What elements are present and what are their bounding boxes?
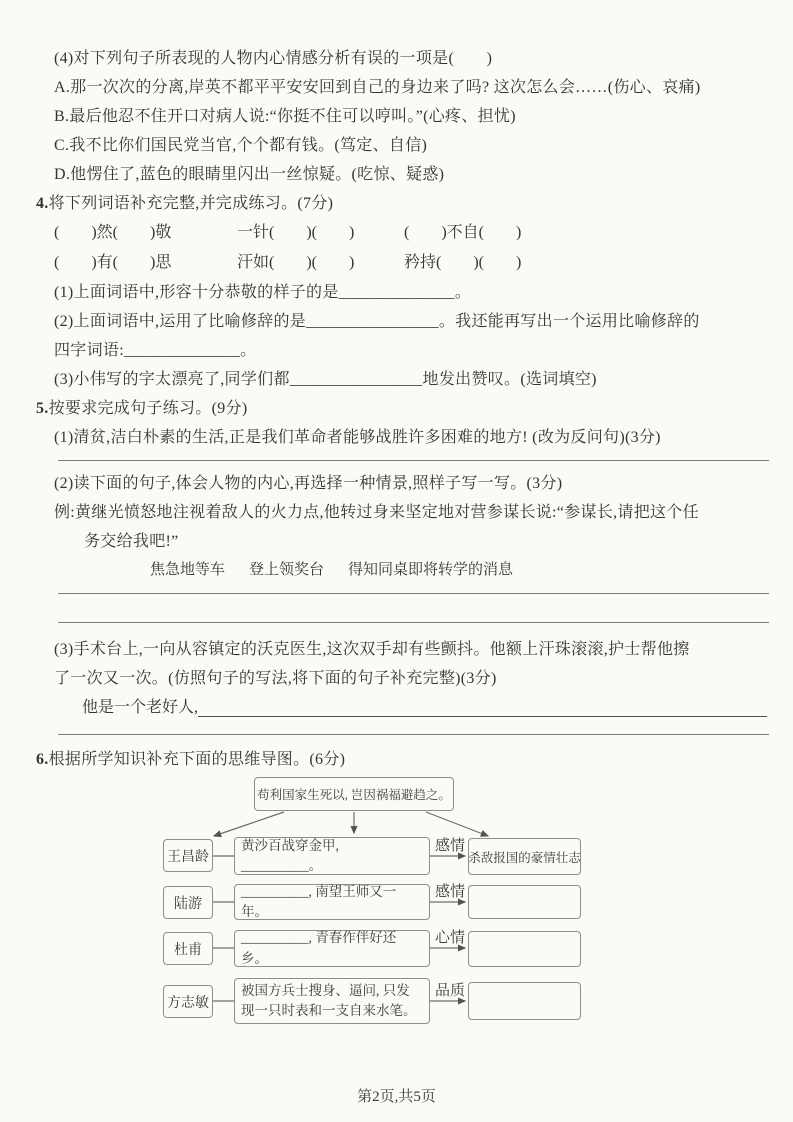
q3-sub4-option-a: A.那一次次的分离,岸英不都平平安安回到自己的身边来了吗? 这次怎么会……(伤心、哀痛)	[54, 79, 701, 96]
q6-mindmap	[36, 775, 793, 1027]
q5-sub3-line2: 了一次又一次。(仿照句子的写法,将下面的句子补充完整)(3分)	[54, 670, 497, 687]
mindmap-quote-box: 苟利国家生死以, 岂因祸福避趋之。	[254, 777, 454, 811]
q5-sub2: (2)读下面的句子,体会人物的内心,再选择一种情景,照样子写一写。(3分)	[54, 475, 563, 492]
q5-sub1: (1)清贫,洁白朴素的生活,正是我们革命者能够战胜许多困难的地方! (改为反问句)(3分)	[54, 429, 661, 446]
q4-sub1: (1)上面词语中,形容十分恭敬的样子的是______________。	[54, 284, 472, 301]
author-box: 杜甫	[163, 932, 213, 965]
author-box: 陆游	[163, 886, 213, 919]
q5-example-line1: 例:黄继光愤怒地注视着敌人的火力点,他转过身来坚定地对营参谋长说:“参谋长,请把这个任	[54, 504, 699, 521]
q4-sub2-line1: (2)上面词语中,运用了比喻修辞的是________________。我还能再写出一个运用比喻修辞的	[54, 313, 700, 330]
author-box: 王昌龄	[163, 839, 213, 872]
q6-number: 6.	[36, 751, 49, 768]
page-number-footer: 第2页,共5页	[357, 1089, 436, 1105]
q3-sub4-option-b: B.最后他忍不住开口对病人说:“你挺不住可以哼叫。”(心疼、担忧)	[54, 108, 516, 125]
verse-box: __________, 青春作伴好还乡。	[234, 930, 430, 967]
relation-label: 品质	[434, 983, 465, 999]
author-box: 方志敏	[163, 985, 213, 1018]
answer-line	[58, 734, 769, 735]
q5-title	[36, 394, 769, 423]
word-blank-item: ( )不自( )	[404, 224, 522, 241]
result-box	[468, 931, 581, 967]
q4-word-grid	[36, 218, 769, 278]
q5-number: 5.	[36, 400, 49, 417]
q3-sub4-option-c: C.我不比你们国民党当官,个个都有钱。(笃定、自信)	[54, 137, 428, 154]
answer-line	[58, 593, 769, 594]
word-blank-item: 一针( )( )	[237, 224, 355, 241]
q6-title	[36, 745, 769, 774]
q6-title-text: 根据所学知识补充下面的思维导图。(6分)	[48, 751, 346, 768]
verse-box: 被国方兵士搜身、逼问, 只发现一只时表和一支自来水笔。	[234, 978, 430, 1024]
answer-line	[58, 460, 769, 461]
q4-number: 4.	[36, 195, 49, 212]
q4-sub2-line2: 四字词语:______________。	[54, 342, 257, 359]
word-blank-item: 矜持( )( )	[404, 254, 522, 271]
relation-label: 感情	[434, 884, 465, 900]
scenario-option: 得知同桌即将转学的消息	[348, 562, 514, 578]
q3-sub4-question: (4)对下列句子所表现的人物内心情感分析有误的一项是( )	[54, 50, 493, 67]
result-box	[468, 982, 581, 1020]
q4-title	[36, 189, 769, 218]
word-blank-item: ( )有( )思	[54, 254, 172, 271]
q3-sub4-option-d: D.他愣住了,蓝色的眼睛里闪出一丝惊疑。(吃惊、疑惑)	[54, 166, 445, 183]
q5-title-text: 按要求完成句子练习。(9分)	[48, 400, 248, 417]
q5-example-line2: 务交给我吧!”	[84, 533, 179, 550]
word-blank-item: 汗如( )( )	[237, 254, 355, 271]
q5-scenario-options	[36, 556, 769, 585]
answer-line	[58, 622, 769, 623]
relation-label: 感情	[434, 838, 465, 854]
scenario-option: 焦急地等车	[150, 562, 226, 578]
relation-label: 心情	[434, 930, 465, 946]
word-blank-item: ( )然( )敬	[54, 224, 172, 241]
verse-box: __________, 南望王师又一年。	[234, 884, 430, 920]
verse-box: 黄沙百战穿金甲, __________。	[234, 837, 430, 875]
q5-sub3-fill	[36, 693, 769, 722]
q4-title-text: 将下列词语补充完整,并完成练习。(7分)	[48, 195, 334, 212]
q5-sub3-line1: (3)手术台上,一向从容镇定的沃克医生,这次双手却有些颤抖。他额上汗珠滚滚,护士帮他擦	[54, 641, 690, 658]
q5-sub3-stem: 他是一个老好人,	[82, 699, 199, 716]
result-box: 杀敌报国的豪情壮志	[468, 838, 581, 875]
scenario-option: 登上领奖台	[249, 562, 325, 578]
q4-sub3: (3)小伟写的字太漂亮了,同学们都________________地发出赞叹。(选词填空)	[54, 371, 597, 388]
fill-blank-line	[198, 696, 767, 717]
result-box	[468, 885, 581, 919]
